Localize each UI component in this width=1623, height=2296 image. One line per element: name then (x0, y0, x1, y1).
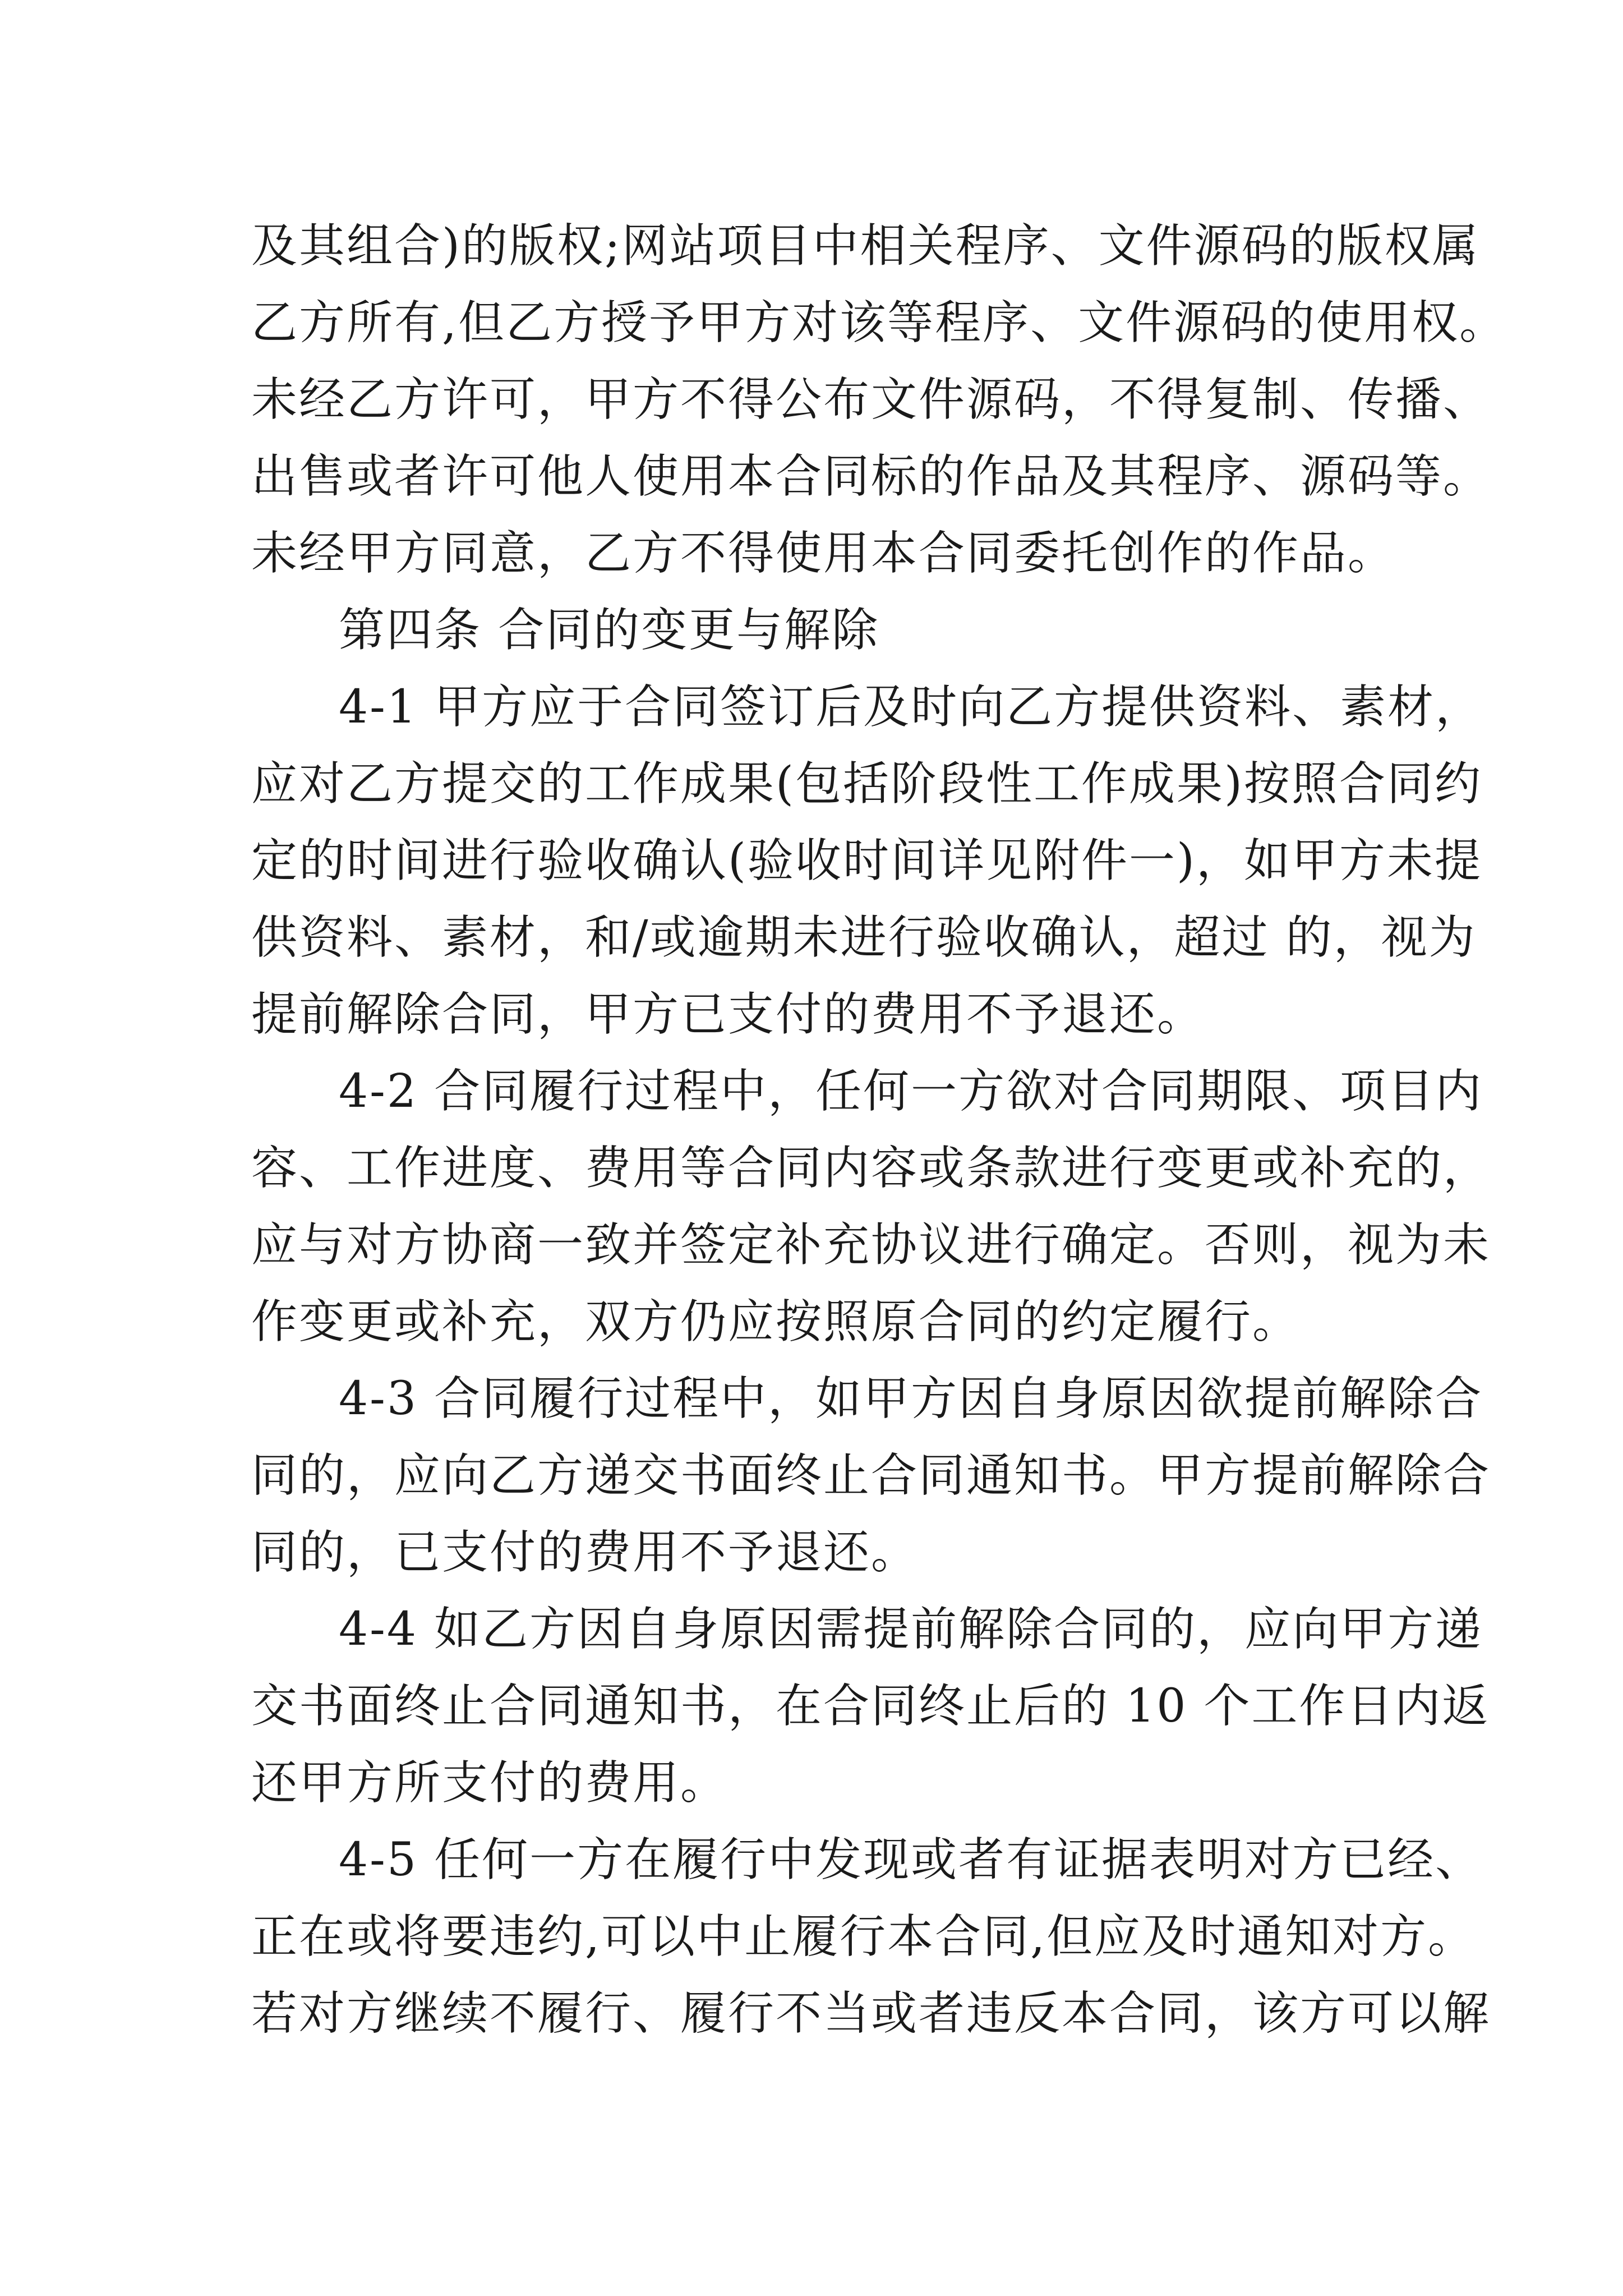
text-line: 同的，应向乙方递交书面终止合同通知书。甲方提前解除合 (251, 1449, 1491, 1502)
text-line: 提前解除合同，甲方已支付的费用不予退还。 (251, 988, 1205, 1041)
text-line: 正在或将要违约,可以中止履行本合同,但应及时通知对方。 (251, 1910, 1476, 1963)
text-line: 未经乙方许可，甲方不得公布文件源码，不得复制、传播、 (251, 373, 1491, 426)
text-line: 出售或者许可他人使用本合同标的作品及其程序、源码等。 (251, 450, 1491, 503)
text-line: 供资料、素材，和/或逾期未进行验收确认，超过 的，视为 (251, 911, 1477, 964)
text-line: 第四条 合同的变更与解除 (339, 604, 880, 657)
text-line: 还甲方所支付的费用。 (251, 1756, 728, 1810)
text-line: 4-5 任何一方在履行中发现或者有证据表明对方已经、 (339, 1833, 1483, 1887)
text-line: 乙方所有,但乙方授予甲方对该等程序、文件源码的使用权。 (251, 296, 1507, 349)
text-line: 4-2 合同履行过程中，任何一方欲对合同期限、项目内 (339, 1065, 1483, 1118)
contract-body-text (251, 208, 1507, 2052)
text-line: 交书面终止合同通知书，在合同终止后的 10 个工作日内返 (251, 1680, 1490, 1733)
text-line: 4-1 甲方应于合同签订后及时向乙方提供资料、素材， (339, 680, 1483, 734)
text-line: 应对乙方提交的工作成果(包括阶段性工作成果)按照合同约 (251, 757, 1482, 811)
text-line: 4-4 如乙方因自身原因需提前解除合同的，应向甲方递 (339, 1603, 1483, 1656)
text-line: 若对方继续不履行、履行不当或者违反本合同，该方可以解 (251, 1987, 1491, 2040)
text-line: 4-3 合同履行过程中，如甲方因自身原因欲提前解除合 (339, 1372, 1483, 1425)
text-line: 同的，已支付的费用不予退还。 (251, 1526, 919, 1579)
text-line: 及其组合)的版权;网站项目中相关程序、文件源码的版权属 (251, 219, 1480, 273)
text-line: 作变更或补充，双方仍应按照原合同的约定履行。 (251, 1295, 1301, 1349)
text-line: 容、工作进度、费用等合同内容或条款进行变更或补充的， (251, 1142, 1491, 1195)
text-line: 定的时间进行验收确认(验收时间详见附件一)，如甲方未提 (251, 834, 1482, 887)
text-line: 应与对方协商一致并签定补充协议进行确定。否则，视为未 (251, 1218, 1491, 1272)
text-line: 未经甲方同意，乙方不得使用本合同委托创作的作品。 (251, 527, 1396, 580)
